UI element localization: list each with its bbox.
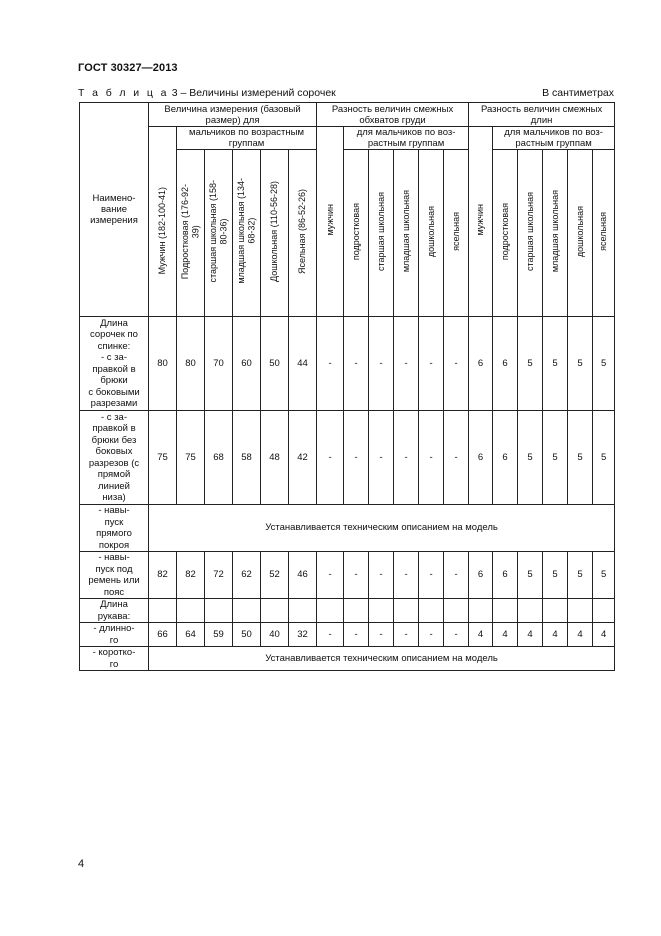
header-g1-col-senior-school: старшая школьная (158- 80-36) bbox=[205, 150, 233, 317]
value-cell: 82 bbox=[177, 552, 205, 599]
value-cell: 4 bbox=[493, 623, 518, 647]
value-cell: - bbox=[317, 411, 344, 505]
value-cell: - bbox=[344, 552, 369, 599]
row-note: Устанавливается техническим описанием на модель bbox=[149, 647, 615, 671]
value-cell: - bbox=[369, 317, 394, 411]
value-cell: - bbox=[317, 552, 344, 599]
value-cell: - bbox=[444, 623, 469, 647]
value-cell: - bbox=[444, 317, 469, 411]
empty-cell bbox=[369, 599, 394, 623]
value-cell: 5 bbox=[593, 552, 615, 599]
header-g3-col-teen: подростковая bbox=[493, 150, 518, 317]
header-group-chest-diff: Разность величин смежных обхватов груди bbox=[317, 103, 469, 127]
value-cell: - bbox=[394, 623, 419, 647]
header-g3-col-preschool: дошкольная bbox=[568, 150, 593, 317]
row-label: - с за- правкой в брюки без боковых разрезов (с прямой линией низа) bbox=[80, 411, 149, 505]
table-caption-number: 3 bbox=[171, 87, 178, 99]
measurements-table bbox=[79, 102, 615, 671]
value-cell: 75 bbox=[177, 411, 205, 505]
value-cell: 50 bbox=[261, 317, 289, 411]
header-g2-col-preschool: дошкольная bbox=[419, 150, 444, 317]
document-standard-header: ГОСТ 30327—2013 bbox=[78, 62, 178, 74]
empty-cell bbox=[493, 599, 518, 623]
value-cell: - bbox=[369, 623, 394, 647]
header-g2-col-teen: подростковая bbox=[344, 150, 369, 317]
table-row bbox=[80, 411, 615, 505]
empty-cell bbox=[233, 599, 261, 623]
value-cell: - bbox=[394, 552, 419, 599]
header-g3-col-junior-school: младшая школьная bbox=[543, 150, 568, 317]
empty-cell bbox=[344, 599, 369, 623]
header-g2-men: мужчин bbox=[317, 127, 344, 317]
empty-cell bbox=[593, 599, 615, 623]
table-row bbox=[80, 317, 615, 411]
empty-cell bbox=[518, 599, 543, 623]
header-g2-col-nursery: ясельная bbox=[444, 150, 469, 317]
table-row bbox=[80, 647, 615, 671]
header-g1-col-nursery: Ясельная (86-52-26) bbox=[289, 150, 317, 317]
header-g3-col-nursery: ясельная bbox=[593, 150, 615, 317]
header-g1-col-men: Мужчин (182-100-41) bbox=[149, 150, 177, 317]
header-g1-men-spacer bbox=[149, 127, 177, 150]
value-cell: 80 bbox=[177, 317, 205, 411]
header-g1-col-junior-school: младшая школьная (134- 68-32) bbox=[233, 150, 261, 317]
value-cell: - bbox=[419, 552, 444, 599]
header-g3-men: мужчин bbox=[469, 127, 493, 317]
value-cell: 40 bbox=[261, 623, 289, 647]
value-cell: 5 bbox=[543, 411, 568, 505]
value-cell: 82 bbox=[149, 552, 177, 599]
value-cell: 68 bbox=[205, 411, 233, 505]
value-cell: 6 bbox=[493, 552, 518, 599]
value-cell: 42 bbox=[289, 411, 317, 505]
value-cell: 6 bbox=[469, 317, 493, 411]
row-label: Длина рукава: bbox=[80, 599, 149, 623]
header-g2-col-senior-school: старшая школьная bbox=[369, 150, 394, 317]
row-note: Устанавливается техническим описанием на модель bbox=[149, 505, 615, 552]
empty-cell bbox=[289, 599, 317, 623]
empty-cell bbox=[419, 599, 444, 623]
value-cell: - bbox=[344, 623, 369, 647]
value-cell: - bbox=[369, 411, 394, 505]
row-label: - навы- пуск прямого покроя bbox=[80, 505, 149, 552]
value-cell: 4 bbox=[568, 623, 593, 647]
empty-cell bbox=[149, 599, 177, 623]
units-label: В сантиметрах bbox=[542, 87, 614, 99]
value-cell: 62 bbox=[233, 552, 261, 599]
page-number: 4 bbox=[78, 858, 85, 870]
empty-cell bbox=[261, 599, 289, 623]
value-cell: - bbox=[344, 317, 369, 411]
value-cell: 48 bbox=[261, 411, 289, 505]
value-cell: 32 bbox=[289, 623, 317, 647]
value-cell: 4 bbox=[543, 623, 568, 647]
table-row bbox=[80, 599, 615, 623]
value-cell: 5 bbox=[518, 317, 543, 411]
value-cell: - bbox=[344, 411, 369, 505]
table-caption bbox=[78, 87, 614, 99]
value-cell: 5 bbox=[543, 552, 568, 599]
value-cell: 5 bbox=[593, 411, 615, 505]
value-cell: 6 bbox=[493, 411, 518, 505]
value-cell: - bbox=[419, 623, 444, 647]
header-measurement-name: Наимено- вание измерения bbox=[80, 103, 149, 317]
row-label: - навы- пуск под ремень или пояс bbox=[80, 552, 149, 599]
value-cell: 59 bbox=[205, 623, 233, 647]
header-g3-col-senior-school: старшая школьная bbox=[518, 150, 543, 317]
empty-cell bbox=[543, 599, 568, 623]
value-cell: 75 bbox=[149, 411, 177, 505]
header-g1-col-teen: Подростковая (176-92- 39) bbox=[177, 150, 205, 317]
header-group-length-diff: Разность величин смежных длин bbox=[469, 103, 615, 127]
value-cell: 6 bbox=[469, 411, 493, 505]
value-cell: 6 bbox=[469, 552, 493, 599]
header-group-base-size: Величина измерения (базовый размер) для bbox=[149, 103, 317, 127]
value-cell: 5 bbox=[568, 411, 593, 505]
row-label: Длина сорочек по спинке: - с за- правкой в брюки с боковыми разрезами bbox=[80, 317, 149, 411]
row-label: - длинно- го bbox=[80, 623, 149, 647]
header-boys-groups-2: для мальчиков по воз- растным группам bbox=[344, 127, 469, 150]
header-g1-col-preschool: Дошкольная (110-56-28) bbox=[261, 150, 289, 317]
table-caption-text: – Величины измерений сорочек bbox=[180, 87, 336, 99]
header-g2-col-junior-school: младшая школьная bbox=[394, 150, 419, 317]
value-cell: - bbox=[444, 411, 469, 505]
value-cell: - bbox=[369, 552, 394, 599]
empty-cell bbox=[469, 599, 493, 623]
value-cell: 5 bbox=[518, 411, 543, 505]
value-cell: 80 bbox=[149, 317, 177, 411]
value-cell: 72 bbox=[205, 552, 233, 599]
empty-cell bbox=[177, 599, 205, 623]
table-row bbox=[80, 505, 615, 552]
value-cell: 50 bbox=[233, 623, 261, 647]
value-cell: 5 bbox=[543, 317, 568, 411]
header-boys-groups-1: мальчиков по возрастным группам bbox=[177, 127, 317, 150]
value-cell: - bbox=[317, 623, 344, 647]
value-cell: 5 bbox=[518, 552, 543, 599]
value-cell: 4 bbox=[469, 623, 493, 647]
value-cell: 52 bbox=[261, 552, 289, 599]
value-cell: 4 bbox=[518, 623, 543, 647]
value-cell: - bbox=[394, 411, 419, 505]
table-caption-prefix: Т а б л и ц а bbox=[78, 87, 169, 99]
value-cell: 5 bbox=[593, 317, 615, 411]
empty-cell bbox=[205, 599, 233, 623]
empty-cell bbox=[568, 599, 593, 623]
value-cell: 66 bbox=[149, 623, 177, 647]
value-cell: 4 bbox=[593, 623, 615, 647]
value-cell: - bbox=[419, 411, 444, 505]
value-cell: 58 bbox=[233, 411, 261, 505]
row-label: - коротко- го bbox=[80, 647, 149, 671]
value-cell: 64 bbox=[177, 623, 205, 647]
empty-cell bbox=[394, 599, 419, 623]
table-row bbox=[80, 552, 615, 599]
value-cell: - bbox=[419, 317, 444, 411]
value-cell: - bbox=[394, 317, 419, 411]
empty-cell bbox=[317, 599, 344, 623]
header-boys-groups-3: для мальчиков по воз- растным группам bbox=[493, 127, 615, 150]
value-cell: 60 bbox=[233, 317, 261, 411]
table-row bbox=[80, 623, 615, 647]
value-cell: 44 bbox=[289, 317, 317, 411]
value-cell: - bbox=[317, 317, 344, 411]
value-cell: - bbox=[444, 552, 469, 599]
value-cell: 6 bbox=[493, 317, 518, 411]
value-cell: 46 bbox=[289, 552, 317, 599]
empty-cell bbox=[444, 599, 469, 623]
value-cell: 70 bbox=[205, 317, 233, 411]
value-cell: 5 bbox=[568, 317, 593, 411]
value-cell: 5 bbox=[568, 552, 593, 599]
